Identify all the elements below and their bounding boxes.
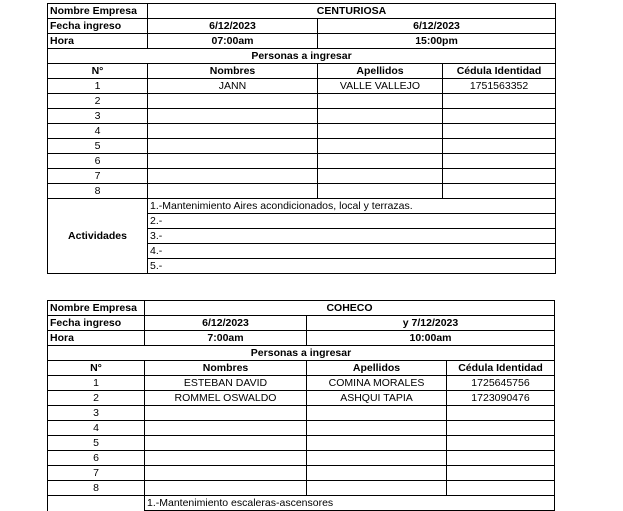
col-surnames-header: Apellidos xyxy=(318,64,443,79)
activity-item: 1.-Mantenimiento Aires acondicionados, local y terrazas. xyxy=(148,199,556,214)
row-id xyxy=(447,406,555,421)
table-row xyxy=(48,376,555,391)
row-id xyxy=(443,169,556,184)
company-value: CENTURIOSA xyxy=(148,4,556,19)
row-num: 5 xyxy=(48,139,148,154)
row-id xyxy=(447,436,555,451)
activity-item: 4.- xyxy=(148,244,556,259)
row-names: ESTEBAN DAVID xyxy=(145,376,307,391)
row-num: 6 xyxy=(48,154,148,169)
row-num: 8 xyxy=(48,184,148,199)
entry-form-centuriosa xyxy=(47,3,556,274)
section-row xyxy=(48,346,555,361)
row-id: 1723090476 xyxy=(447,391,555,406)
row-surnames xyxy=(307,406,447,421)
row-surnames xyxy=(307,466,447,481)
row-surnames xyxy=(307,436,447,451)
time-from: 7:00am xyxy=(145,331,307,346)
row-num: 6 xyxy=(48,451,145,466)
table-row xyxy=(48,154,556,169)
row-id xyxy=(443,184,556,199)
company-row xyxy=(48,4,556,19)
column-headers xyxy=(48,361,555,376)
row-names xyxy=(148,109,318,124)
row-names xyxy=(145,481,307,496)
row-num: 3 xyxy=(48,406,145,421)
entry-date-from: 6/12/2023 xyxy=(148,19,318,34)
col-id-header: Cédula Identidad xyxy=(443,64,556,79)
row-surnames xyxy=(318,184,443,199)
row-surnames: ASHQUI TAPIA xyxy=(307,391,447,406)
entry-date-label: Fecha ingreso xyxy=(48,19,148,34)
row-surnames xyxy=(318,124,443,139)
activity-item: 2.- xyxy=(148,214,556,229)
company-label: Nombre Empresa xyxy=(48,301,145,316)
row-num: 4 xyxy=(48,421,145,436)
row-names xyxy=(148,169,318,184)
activities-label-cell xyxy=(48,496,145,511)
time-to: 15:00pm xyxy=(318,34,556,49)
activities-label: Actividades xyxy=(48,199,148,274)
time-row xyxy=(48,331,555,346)
row-names xyxy=(145,466,307,481)
table-row xyxy=(48,184,556,199)
row-id xyxy=(443,154,556,169)
table-row xyxy=(48,436,555,451)
row-names: JANN xyxy=(148,79,318,94)
row-names xyxy=(145,406,307,421)
row-id xyxy=(443,139,556,154)
row-id xyxy=(447,421,555,436)
entry-date-label: Fecha ingreso xyxy=(48,316,145,331)
row-id xyxy=(443,94,556,109)
table-row xyxy=(48,124,556,139)
company-value: COHECO xyxy=(145,301,555,316)
activity-item: 1.-Mantenimiento escaleras-ascensores xyxy=(145,496,555,511)
table-row xyxy=(48,466,555,481)
company-label: Nombre Empresa xyxy=(48,4,148,19)
row-surnames xyxy=(307,481,447,496)
activity-row xyxy=(48,199,556,214)
row-names xyxy=(148,124,318,139)
row-surnames xyxy=(318,139,443,154)
section-title: Personas a ingresar xyxy=(48,346,555,361)
time-row xyxy=(48,34,556,49)
row-surnames: VALLE VALLEJO xyxy=(318,79,443,94)
row-surnames: COMINA MORALES xyxy=(307,376,447,391)
row-surnames xyxy=(318,94,443,109)
entry-form-coheco xyxy=(47,300,555,511)
row-names xyxy=(148,139,318,154)
row-id xyxy=(443,124,556,139)
time-from: 07:00am xyxy=(148,34,318,49)
row-names: ROMMEL OSWALDO xyxy=(145,391,307,406)
activity-item: 3.- xyxy=(148,229,556,244)
row-num: 2 xyxy=(48,391,145,406)
table-row xyxy=(48,169,556,184)
row-id xyxy=(447,451,555,466)
column-headers xyxy=(48,64,556,79)
row-surnames xyxy=(307,421,447,436)
row-surnames xyxy=(318,154,443,169)
row-surnames xyxy=(318,109,443,124)
activity-item: 5.- xyxy=(148,259,556,274)
col-id-header: Cédula Identidad xyxy=(447,361,555,376)
row-id xyxy=(443,109,556,124)
row-names xyxy=(145,421,307,436)
entry-date-row xyxy=(48,19,556,34)
row-num: 7 xyxy=(48,169,148,184)
row-names xyxy=(145,436,307,451)
company-row xyxy=(48,301,555,316)
row-names xyxy=(148,154,318,169)
row-surnames xyxy=(307,451,447,466)
col-surnames-header: Apellidos xyxy=(307,361,447,376)
entry-date-to: y 7/12/2023 xyxy=(307,316,555,331)
col-num-header: N° xyxy=(48,361,145,376)
table-row xyxy=(48,481,555,496)
row-id xyxy=(447,481,555,496)
row-num: 1 xyxy=(48,79,148,94)
row-num: 1 xyxy=(48,376,145,391)
time-label: Hora xyxy=(48,331,145,346)
table-row xyxy=(48,406,555,421)
row-num: 4 xyxy=(48,124,148,139)
row-num: 7 xyxy=(48,466,145,481)
row-id: 1725645756 xyxy=(447,376,555,391)
table-row xyxy=(48,79,556,94)
entry-date-row xyxy=(48,316,555,331)
row-names xyxy=(148,94,318,109)
row-id: 1751563352 xyxy=(443,79,556,94)
col-names-header: Nombres xyxy=(145,361,307,376)
table-row xyxy=(48,94,556,109)
col-num-header: N° xyxy=(48,64,148,79)
section-row xyxy=(48,49,556,64)
row-num: 5 xyxy=(48,436,145,451)
col-names-header: Nombres xyxy=(148,64,318,79)
row-id xyxy=(447,466,555,481)
table-row xyxy=(48,109,556,124)
row-names xyxy=(148,184,318,199)
entry-date-to: 6/12/2023 xyxy=(318,19,556,34)
row-num: 8 xyxy=(48,481,145,496)
table-row xyxy=(48,451,555,466)
row-num: 3 xyxy=(48,109,148,124)
row-surnames xyxy=(318,169,443,184)
activity-row xyxy=(48,496,555,511)
entry-date-from: 6/12/2023 xyxy=(145,316,307,331)
row-names xyxy=(145,451,307,466)
time-label: Hora xyxy=(48,34,148,49)
table-row xyxy=(48,391,555,406)
time-to: 10:00am xyxy=(307,331,555,346)
section-title: Personas a ingresar xyxy=(48,49,556,64)
table-row xyxy=(48,421,555,436)
table-row xyxy=(48,139,556,154)
row-num: 2 xyxy=(48,94,148,109)
